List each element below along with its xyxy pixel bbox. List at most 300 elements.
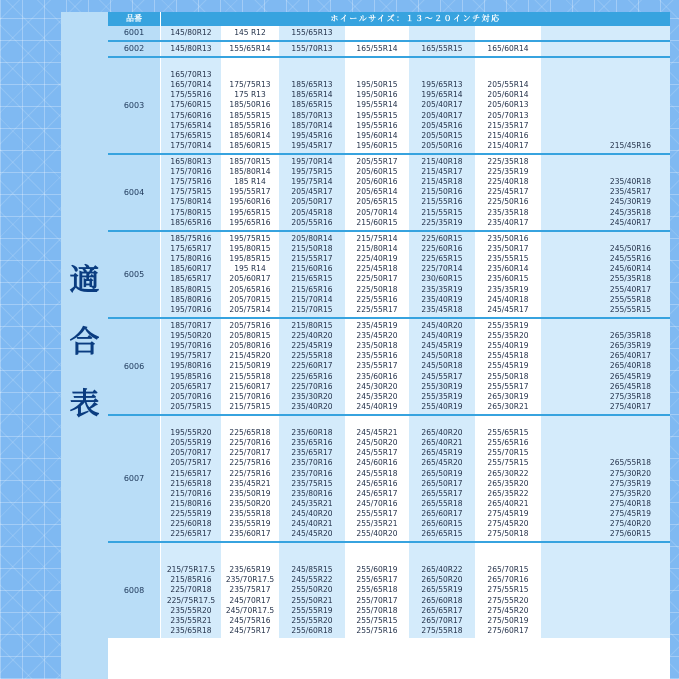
tire-size: 275/45R20 xyxy=(487,519,529,528)
tire-size: 175/65R15 xyxy=(170,130,212,140)
tire-size: 275/45R20 xyxy=(487,605,529,615)
tire-size: 195/65R14 xyxy=(421,90,463,100)
tire-size: 225/70R17 xyxy=(229,448,271,458)
tire-size: 205/65R17 xyxy=(170,381,212,391)
tire-size: 255/70R15 xyxy=(487,448,529,458)
tire-size: 275/40R17 xyxy=(609,401,652,411)
size-column xyxy=(221,26,279,40)
tire-size: 225/55R19 xyxy=(170,508,212,518)
tire-size: 235/50R19 xyxy=(229,488,271,498)
tire-size: 245/70R17.5 xyxy=(225,605,275,615)
tire-size: 185/65R16 xyxy=(170,217,212,227)
tire-size: 185/70R15 xyxy=(229,157,271,166)
tire-size: 255/60R19 xyxy=(356,565,398,575)
tire-size: 225/35R19 xyxy=(421,217,463,227)
size-column xyxy=(221,319,279,414)
tire-size: 230/60R15 xyxy=(421,274,463,284)
tire-size: 215/40R18 xyxy=(421,157,463,166)
tire-size: 165/80R13 xyxy=(170,157,212,166)
tire-size: 275/35R20 xyxy=(609,488,652,498)
tire-size: 175 R13 xyxy=(234,90,266,100)
tire-size: 245/40R19 xyxy=(421,331,463,341)
tire-size: 235/50R17 xyxy=(487,244,529,254)
tire-size: 265/45R19 xyxy=(609,371,652,381)
product-code: 6001 xyxy=(123,28,145,37)
tire-size: 235/40R18 xyxy=(609,177,652,187)
tire-size: 255/65R18 xyxy=(356,585,398,595)
tire-size: 235/65R16 xyxy=(291,438,333,448)
size-column xyxy=(161,232,221,317)
tire-size: 215/85R16 xyxy=(170,575,212,585)
side-title: 適 合 表 xyxy=(69,263,100,422)
tire-size: 215/65R18 xyxy=(170,478,212,488)
tire-size: 205/80R16 xyxy=(229,341,271,351)
tire-size: 225/65R18 xyxy=(229,428,271,438)
tire-size: 235/45R18 xyxy=(421,304,463,314)
tire-size: 265/70R16 xyxy=(487,575,529,585)
tire-size: 225/35R19 xyxy=(487,167,529,177)
tire-size: 245/40R21 xyxy=(291,519,333,528)
tire-size: 185/70R14 xyxy=(291,120,333,130)
tire-size: 265/40R21 xyxy=(421,438,463,448)
size-column xyxy=(475,42,541,56)
tire-size: 255/50R21 xyxy=(291,595,333,605)
tire-size: 235/55R15 xyxy=(487,254,529,264)
tire-size: 245/35R18 xyxy=(609,207,652,217)
tire-size: 235/55R17 xyxy=(356,361,398,371)
tire-size: 195/70R16 xyxy=(170,304,212,314)
tire-size: 215/50R19 xyxy=(229,361,271,371)
tire-size: 185/80R16 xyxy=(170,294,212,304)
tire-size: 245/45R17 xyxy=(487,304,529,314)
tire-size: 265/50R19 xyxy=(421,468,463,478)
tire-size: 215/55R17 xyxy=(291,254,333,264)
tire-size: 265/55R18 xyxy=(609,458,652,468)
size-column xyxy=(221,543,279,638)
tire-size: 175/65R14 xyxy=(170,120,212,130)
tire-size: 255/65R17 xyxy=(356,575,398,585)
tire-size: 265/55R18 xyxy=(421,498,463,508)
size-column xyxy=(345,58,409,153)
tire-size: 255/35R21 xyxy=(356,519,398,528)
tire-size: 255/40R19 xyxy=(421,401,463,411)
tire-size: 185/65R15 xyxy=(291,100,333,110)
tire-size: 205/55R16 xyxy=(291,217,333,227)
tire-size: 235/75R15 xyxy=(291,478,333,488)
product-group xyxy=(108,42,670,56)
tire-size: 255/70R17 xyxy=(356,595,398,605)
tire-size: 195/45R17 xyxy=(291,140,333,150)
tire-size: 185 R14 xyxy=(234,177,266,187)
tire-size: 195/85R16 xyxy=(170,371,212,381)
size-column xyxy=(409,319,475,414)
tire-size: 215/50R16 xyxy=(421,187,463,197)
product-code-cell xyxy=(108,543,160,638)
tire-size: 245/50R16 xyxy=(609,244,652,254)
tire-size: 225/60R16 xyxy=(421,244,463,254)
size-column xyxy=(409,26,475,40)
tire-size: 215/80R15 xyxy=(291,321,333,330)
tire-size: 175/65R17 xyxy=(170,244,212,254)
tire-size: 195/55R20 xyxy=(170,428,212,438)
tire-size: 255/55R17 xyxy=(356,508,398,518)
tire-size: 195/75R14 xyxy=(291,177,333,187)
tire-size: 265/60R15 xyxy=(421,519,463,528)
tire-size: 245/50R20 xyxy=(356,438,398,448)
tire-size: 225/45R18 xyxy=(356,264,398,274)
tire-size: 275/55R15 xyxy=(487,585,529,595)
size-column xyxy=(475,155,541,230)
tire-size: 235/70R16 xyxy=(291,468,333,478)
tire-size: 195/80R15 xyxy=(229,244,271,254)
tire-size: 235/55R16 xyxy=(356,351,398,361)
tire-size: 205/65R15 xyxy=(356,197,398,207)
tire-size: 255/55R18 xyxy=(609,294,652,304)
tire-size: 255/50R20 xyxy=(291,585,333,595)
side-title-panel xyxy=(61,12,108,679)
tire-size: 205/75R14 xyxy=(229,304,271,314)
tire-size: 265/40R17 xyxy=(609,351,652,361)
tire-size: 215/40R16 xyxy=(487,130,529,140)
tire-size: 215/65R16 xyxy=(291,284,333,294)
tire-size: 225/55R17 xyxy=(356,304,398,314)
tire-size: 215/50R18 xyxy=(291,244,333,254)
tire-size: 205/70R16 xyxy=(170,391,212,401)
tire-size: 235/50R20 xyxy=(229,498,271,508)
tire-size: 265/40R20 xyxy=(421,428,463,438)
size-column xyxy=(541,155,670,230)
tire-size: 145/80R12 xyxy=(170,28,212,37)
tire-size: 245/65R16 xyxy=(356,478,398,488)
tire-size: 275/55R20 xyxy=(487,595,529,605)
tire-size: 235/75R17 xyxy=(229,585,271,595)
tire-size: 255/55R15 xyxy=(609,304,652,314)
tire-size: 245/45R20 xyxy=(291,529,333,539)
tire-size: 225/40R20 xyxy=(291,331,333,341)
tire-size: 195/65R15 xyxy=(229,207,271,217)
tire-size: 225/75R16 xyxy=(229,458,271,468)
tire-size: 215/60R15 xyxy=(356,217,398,227)
size-column xyxy=(409,543,475,638)
tire-size: 235/55R21 xyxy=(170,615,212,625)
tire-size: 235/70R17.5 xyxy=(225,575,275,585)
size-column xyxy=(345,26,409,40)
tire-size: 245/30R20 xyxy=(356,381,398,391)
tire-size: 265/35R18 xyxy=(609,331,652,341)
tire-size: 245/65R17 xyxy=(356,488,398,498)
tire-size: 215/80R14 xyxy=(356,244,398,254)
size-column xyxy=(161,155,221,230)
tire-size: 205/70R15 xyxy=(229,294,271,304)
size-column xyxy=(475,58,541,153)
tire-size: 185/80R15 xyxy=(170,284,212,294)
tire-size: 245/85R15 xyxy=(291,565,333,575)
tire-size: 245/50R18 xyxy=(421,361,463,371)
tire-size: 275/35R18 xyxy=(609,391,652,401)
tire-size: 225/65R17 xyxy=(170,529,212,539)
tire-size: 225/55R16 xyxy=(356,294,398,304)
tire-size: 265/60R18 xyxy=(421,595,463,605)
tire-size: 275/45R19 xyxy=(487,508,529,518)
tire-size: 175/70R16 xyxy=(170,167,212,177)
tire-size: 235/35R19 xyxy=(487,284,529,294)
tire-size: 195/50R16 xyxy=(356,90,398,100)
tire-size: 225/60R18 xyxy=(170,519,212,528)
product-group xyxy=(108,26,670,40)
tire-size: 215/45R17 xyxy=(421,167,463,177)
size-column xyxy=(345,232,409,317)
tire-size: 265/50R17 xyxy=(421,478,463,488)
tire-size: 265/55R19 xyxy=(421,585,463,595)
size-column xyxy=(279,42,345,56)
tire-size: 215/65R15 xyxy=(291,274,333,284)
tire-size: 225/35R18 xyxy=(487,157,529,166)
product-group xyxy=(108,58,670,153)
tire-size: 235/55R19 xyxy=(229,519,271,528)
tire-size: 145/80R13 xyxy=(170,44,212,53)
tire-size: 205/70R17 xyxy=(170,448,212,458)
tire-size: 275/45R19 xyxy=(609,508,652,518)
tire-size: 215/45R16 xyxy=(609,140,652,150)
tire-size: 195/50R15 xyxy=(356,80,398,90)
size-column xyxy=(161,58,221,153)
tire-size: 235/35R19 xyxy=(421,284,463,294)
tire-size: 195/60R14 xyxy=(356,130,398,140)
tire-size: 195/65R13 xyxy=(421,80,463,90)
tire-size: 205/55R14 xyxy=(487,80,529,90)
tire-size: 255/45R19 xyxy=(487,361,529,371)
tire-size: 225/70R16 xyxy=(291,381,333,391)
tire-size: 225/60R17 xyxy=(291,361,333,371)
product-code: 6005 xyxy=(123,269,145,279)
tire-size: 265/45R19 xyxy=(421,448,463,458)
tire-size: 195/45R16 xyxy=(291,130,333,140)
tire-size: 205/50R15 xyxy=(421,130,463,140)
tire-size: 235/45R17 xyxy=(609,187,652,197)
size-column xyxy=(345,543,409,638)
tire-size: 205/50R16 xyxy=(421,140,463,150)
product-code: 6004 xyxy=(123,187,145,197)
tire-size: 205/40R17 xyxy=(421,110,463,120)
size-column xyxy=(409,416,475,541)
product-code-cell xyxy=(108,232,160,317)
tire-size: 165/60R14 xyxy=(487,44,529,53)
tire-size: 195/85R15 xyxy=(229,254,271,264)
tire-size: 185/80R14 xyxy=(229,167,271,177)
tire-size: 205/75R16 xyxy=(229,321,271,330)
tire-size: 265/40R21 xyxy=(487,498,529,508)
tire-size: 175/75R16 xyxy=(170,177,212,187)
tire-size: 245/35R20 xyxy=(356,391,398,401)
tire-size: 235/65R18 xyxy=(170,625,212,635)
tire-size: 255/50R18 xyxy=(487,371,529,381)
product-code-cell xyxy=(108,155,160,230)
tire-size: 195/70R16 xyxy=(170,341,212,351)
tire-size: 205/80R14 xyxy=(291,234,333,243)
tire-size: 225/75R17.5 xyxy=(166,595,216,605)
tire-size: 215/55R15 xyxy=(421,207,463,217)
tire-size: 205/45R16 xyxy=(421,120,463,130)
tire-size: 245/40R19 xyxy=(356,401,398,411)
tire-size: 235/40R19 xyxy=(421,294,463,304)
tire-size: 275/50R19 xyxy=(487,615,529,625)
tire-size: 195/55R14 xyxy=(356,100,398,110)
size-column xyxy=(221,232,279,317)
tire-size: 255/35R18 xyxy=(609,274,652,284)
product-group xyxy=(108,543,670,638)
tire-size: 245/50R18 xyxy=(421,351,463,361)
tire-size: 175/60R16 xyxy=(170,110,212,120)
tire-size: 255/30R19 xyxy=(421,381,463,391)
tire-size: 265/55R17 xyxy=(421,488,463,498)
size-column xyxy=(409,42,475,56)
tire-size: 215/70R15 xyxy=(291,304,333,314)
fitment-table xyxy=(61,12,670,679)
tire-size: 215/75R14 xyxy=(356,234,398,243)
tire-size: 245/55R22 xyxy=(291,575,333,585)
tire-size: 235/80R16 xyxy=(291,488,333,498)
tire-size: 235/50R16 xyxy=(487,234,529,243)
tire-size: 275/40R18 xyxy=(609,498,652,508)
tire-size: 225/55R18 xyxy=(291,351,333,361)
tire-size: 185/60R17 xyxy=(170,264,212,274)
tire-size: 245/55R16 xyxy=(609,254,652,264)
tire-size: 205/45R18 xyxy=(291,207,333,217)
tire-size: 195/80R16 xyxy=(170,361,212,371)
tire-size: 235/60R17 xyxy=(229,529,271,539)
tire-size: 165/70R13 xyxy=(170,70,212,80)
tire-size: 205/60R14 xyxy=(487,90,529,100)
tire-size: 255/55R20 xyxy=(291,615,333,625)
tire-size: 235/40R20 xyxy=(291,401,333,411)
tire-size: 265/70R15 xyxy=(487,565,529,575)
tire-size: 175/80R15 xyxy=(170,207,212,217)
tire-size: 205/55R17 xyxy=(356,157,398,166)
tire-size: 235/30R20 xyxy=(291,391,333,401)
tire-size: 255/70R18 xyxy=(356,605,398,615)
size-column xyxy=(345,42,409,56)
tire-size: 225/65R16 xyxy=(291,371,333,381)
tire-size: 265/40R18 xyxy=(609,361,652,371)
size-column xyxy=(541,42,670,56)
size-column xyxy=(475,319,541,414)
tire-size: 255/65R15 xyxy=(487,428,529,438)
tire-size: 175/60R15 xyxy=(170,100,212,110)
tire-size: 215/70R16 xyxy=(229,391,271,401)
size-column xyxy=(279,543,345,638)
tire-size: 235/45R20 xyxy=(356,331,398,341)
tire-size: 195/75R15 xyxy=(229,234,271,243)
tire-size: 155/65R14 xyxy=(229,44,271,53)
size-column xyxy=(475,26,541,40)
tire-size: 205/60R15 xyxy=(356,167,398,177)
size-column xyxy=(541,319,670,414)
tire-size: 225/70R16 xyxy=(229,438,271,448)
tire-size: 245/70R16 xyxy=(356,498,398,508)
tire-size: 175/55R16 xyxy=(170,90,212,100)
tire-size: 185/55R16 xyxy=(229,120,271,130)
product-code-cell xyxy=(108,42,160,56)
tire-size: 185/50R16 xyxy=(229,100,271,110)
tire-size: 165/70R14 xyxy=(170,80,212,90)
tire-size: 185/65R13 xyxy=(291,80,333,90)
tire-size: 275/35R19 xyxy=(609,478,652,488)
tire-size: 235/70R16 xyxy=(291,458,333,468)
tire-size: 245/60R16 xyxy=(356,458,398,468)
tire-size: 215/80R16 xyxy=(170,498,212,508)
tire-size: 245/75R17 xyxy=(229,625,271,635)
tire-size: 195/55R17 xyxy=(229,187,271,197)
tire-size: 235/65R17 xyxy=(291,448,333,458)
tire-size: 205/65R14 xyxy=(356,187,398,197)
tire-size: 245/40R17 xyxy=(609,217,652,227)
tire-size: 255/35R19 xyxy=(421,391,463,401)
product-group xyxy=(108,155,670,230)
size-column xyxy=(279,26,345,40)
tire-size: 255/60R18 xyxy=(291,625,333,635)
tire-size: 265/30R21 xyxy=(487,401,529,411)
tire-size: 195/75R15 xyxy=(291,167,333,177)
tire-size: 175/70R14 xyxy=(170,140,212,150)
tire-size: 205/75R15 xyxy=(170,401,212,411)
tire-size: 155/65R13 xyxy=(291,28,333,37)
tire-size: 175/80R16 xyxy=(170,254,212,264)
tire-size: 275/30R20 xyxy=(609,468,652,478)
tire-size: 185/65R17 xyxy=(170,274,212,284)
product-code: 6002 xyxy=(123,44,145,53)
size-column xyxy=(541,26,670,40)
tire-size: 255/55R17 xyxy=(487,381,529,391)
tire-size: 225/40R19 xyxy=(356,254,398,264)
tire-size: 205/45R17 xyxy=(291,187,333,197)
tire-size: 185/75R16 xyxy=(170,234,212,243)
tire-size: 265/40R22 xyxy=(421,565,463,575)
tire-size: 165/55R14 xyxy=(356,44,398,53)
tire-size: 245/30R19 xyxy=(609,197,652,207)
product-code: 6003 xyxy=(123,100,145,110)
tire-size: 215/45R20 xyxy=(229,351,271,361)
size-column xyxy=(475,543,541,638)
tire-size: 185/70R13 xyxy=(291,110,333,120)
tire-size: 225/70R14 xyxy=(421,264,463,274)
size-column xyxy=(541,416,670,541)
tire-size: 275/60R15 xyxy=(609,529,652,539)
tire-size: 215/75R17.5 xyxy=(166,565,216,575)
product-group xyxy=(108,319,670,414)
product-code-cell xyxy=(108,416,160,541)
size-column xyxy=(345,155,409,230)
tire-size: 195/65R16 xyxy=(229,217,271,227)
tire-size: 225/45R17 xyxy=(487,187,529,197)
tire-size: 235/35R18 xyxy=(487,207,529,217)
tire-size: 245/35R21 xyxy=(291,498,333,508)
tire-size: 265/65R17 xyxy=(421,605,463,615)
product-code-cell xyxy=(108,58,160,153)
tire-size: 195 R14 xyxy=(234,264,266,274)
tire-size: 235/60R14 xyxy=(487,264,529,274)
tire-size: 265/30R22 xyxy=(487,468,529,478)
tire-size: 195/70R14 xyxy=(291,157,333,166)
tire-size: 265/70R17 xyxy=(421,615,463,625)
tire-size: 265/45R18 xyxy=(609,381,652,391)
tire-size: 205/60R13 xyxy=(487,100,529,110)
size-column xyxy=(409,232,475,317)
size-column xyxy=(409,155,475,230)
product-group xyxy=(108,232,670,317)
tire-size: 215/60R16 xyxy=(291,264,333,274)
tire-size: 265/50R20 xyxy=(421,575,463,585)
tire-size: 195/75R17 xyxy=(170,351,212,361)
